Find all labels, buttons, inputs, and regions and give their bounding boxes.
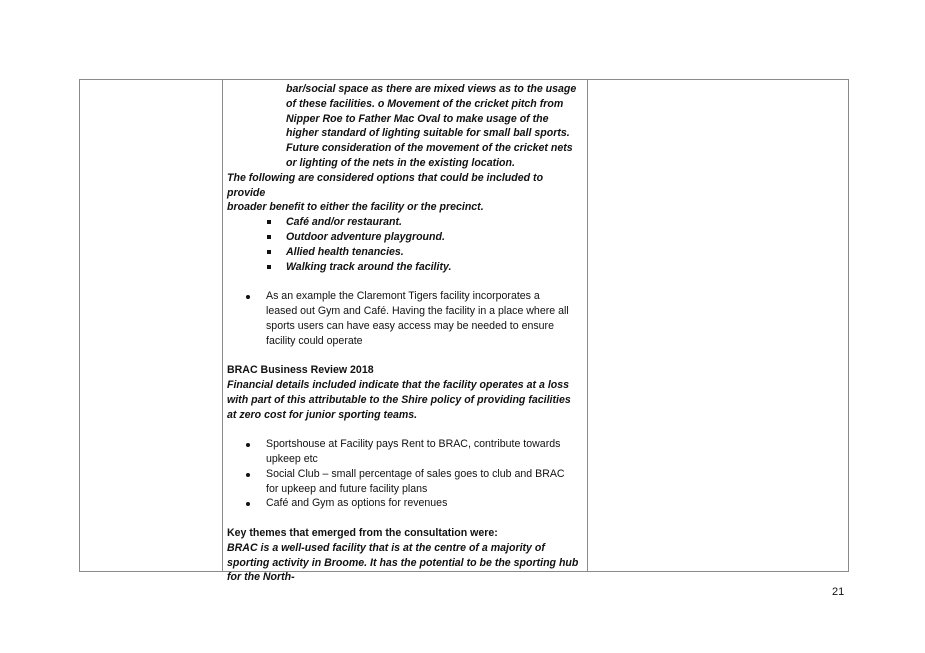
text-line: sports users can have easy access may be needed to ensure: [266, 319, 554, 332]
text-line: sporting activity in Broome. It has the potential to be the sporting hub: [227, 556, 579, 569]
table-cell-main: [223, 80, 588, 584]
list-item: Allied health tenancies.: [227, 245, 583, 260]
text-line: with part of this attributable to the Shire policy of providing facilities: [227, 393, 571, 406]
text-line: higher standard of lighting suitable for small ball sports.: [286, 127, 570, 140]
themes-text: [227, 541, 583, 585]
text-line: or lighting of the nets in the existing location.: [286, 156, 515, 169]
options-list: [227, 215, 583, 274]
page-number: 21: [832, 586, 845, 598]
text-line: Financial details included indicate that the facility operates at a loss: [227, 378, 570, 391]
list-item: Café and/or restaurant.: [227, 215, 583, 230]
text-line: for upkeep and future facility plans: [266, 482, 428, 495]
text-line: Café and Gym as options for revenues: [266, 497, 448, 510]
list-item: [227, 467, 583, 497]
text-line: Future consideration of the movement of the cricket nets: [286, 142, 573, 155]
text-line: Nipper Roe to Father Mac Oval to make usage of the: [286, 112, 549, 125]
text-line: at zero cost for junior sporting teams.: [227, 408, 418, 421]
text-line: Social Club – small percentage of sales goes to club and BRAC: [266, 467, 565, 480]
options-intro: [227, 171, 583, 215]
section-heading: BRAC Business Review 2018: [227, 364, 374, 377]
text-line: Sportshouse at Facility pays Rent to BRAC, contribute towards: [266, 438, 561, 451]
content-table: [79, 79, 849, 584]
cell-content: [223, 80, 587, 584]
continuation-text: [286, 82, 583, 171]
text-line: of these facilities. o Movement of the cricket pitch from: [286, 97, 564, 110]
list-item: Walking track around the facility.: [227, 260, 583, 275]
table-cell-right: [588, 80, 849, 572]
table-row: [80, 80, 849, 572]
text-line: The following are considered options that could be included to provide: [227, 171, 544, 199]
text-line: BRAC is a well-used facility that is at the centre of a majority of: [227, 541, 545, 554]
example-list: [227, 289, 583, 348]
text-line: As an example the Claremont Tigers facility incorporates a: [266, 290, 540, 303]
review-list: [227, 437, 583, 511]
text-line: broader benefit to either the facility or the precinct.: [227, 201, 484, 214]
table-cell-left: [80, 80, 223, 572]
list-item: Outdoor adventure playground.: [227, 230, 583, 245]
text-line: bar/social space as there are mixed views as to the usage: [286, 83, 577, 95]
text-line: leased out Gym and Café. Having the facility in a place where all: [266, 304, 569, 317]
list-item: [227, 496, 583, 511]
list-item: [227, 437, 583, 467]
text-line: upkeep etc: [266, 452, 318, 465]
review-text: [227, 378, 583, 422]
text-line: facility could operate: [266, 334, 363, 347]
list-item: [227, 289, 583, 348]
text-line: for the North-: [227, 571, 295, 584]
section-heading: Key themes that emerged from the consultation were:: [227, 526, 498, 539]
